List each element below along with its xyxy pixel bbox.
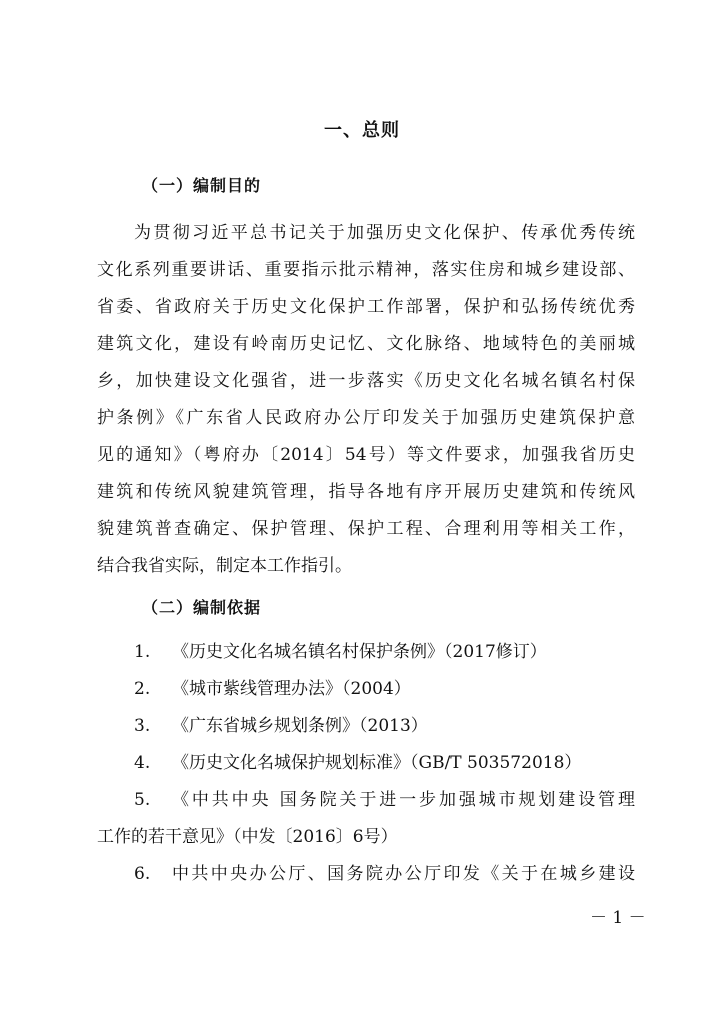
list-item-continuation: 工作的若干意见》（中发〔2016〕6号） <box>97 827 398 847</box>
list-item-number: 6. <box>134 864 151 884</box>
list-item-text: 《城市紫线管理办法》（2004） <box>172 679 411 699</box>
paragraph-line: 建筑文化，建设有岭南历史记忆、文化脉络、地域特色的美丽城 <box>97 334 635 354</box>
section-heading-basis: （二）编制依据 <box>142 598 262 617</box>
paragraph-line: 为贯彻习近平总书记关于加强历史文化保护、传承优秀传统 <box>134 223 635 243</box>
section-heading-purpose: （一）编制目的 <box>142 176 262 195</box>
paragraph-line: 省委、省政府关于历史文化保护工作部署，保护和弘扬传统优秀 <box>97 297 635 317</box>
list-item-number: 4. <box>134 753 151 773</box>
paragraph-line: 建筑和传统风貌建筑管理，指导各地有序开展历史建筑和传统风 <box>97 482 635 502</box>
list-item-number: 3. <box>134 716 151 736</box>
paragraph-line: 结合我省实际，制定本工作指引。 <box>97 556 352 576</box>
list-item-number: 2. <box>134 679 151 699</box>
page-number: － 1 － <box>590 908 646 928</box>
list-item-number: 1. <box>134 642 151 662</box>
paragraph-line: 护条例》《广东省人民政府办公厅印发关于加强历史建筑保护意 <box>97 408 635 428</box>
paragraph-line: 貌建筑普查确定、保护管理、保护工程、合理利用等相关工作， <box>97 519 635 539</box>
paragraph-line: 文化系列重要讲话、重要指示批示精神，落实住房和城乡建设部、 <box>97 260 635 280</box>
list-item-text: 《历史文化名城名镇名村保护条例》（2017修订） <box>172 642 547 662</box>
list-item-number: 5. <box>134 790 151 810</box>
list-item-text: 《历史文化名城保护规划标准》（GB/T 503572018） <box>172 753 582 773</box>
list-item-text: 中共中央办公厅、国务院办公厅印发《关于在城乡建设 <box>172 864 635 884</box>
list-item-text: 《广东省城乡规划条例》（2013） <box>172 716 428 736</box>
paragraph-line: 乡，加快建设文化强省，进一步落实《历史文化名城名镇名村保 <box>97 371 635 391</box>
list-item-text: 《中共中央 国务院关于进一步加强城市规划建设管理 <box>172 790 635 810</box>
paragraph-line: 见的通知》（粤府办〔2014〕54号）等文件要求，加强我省历史 <box>97 445 635 465</box>
chapter-heading: 一、总则 <box>324 120 400 141</box>
